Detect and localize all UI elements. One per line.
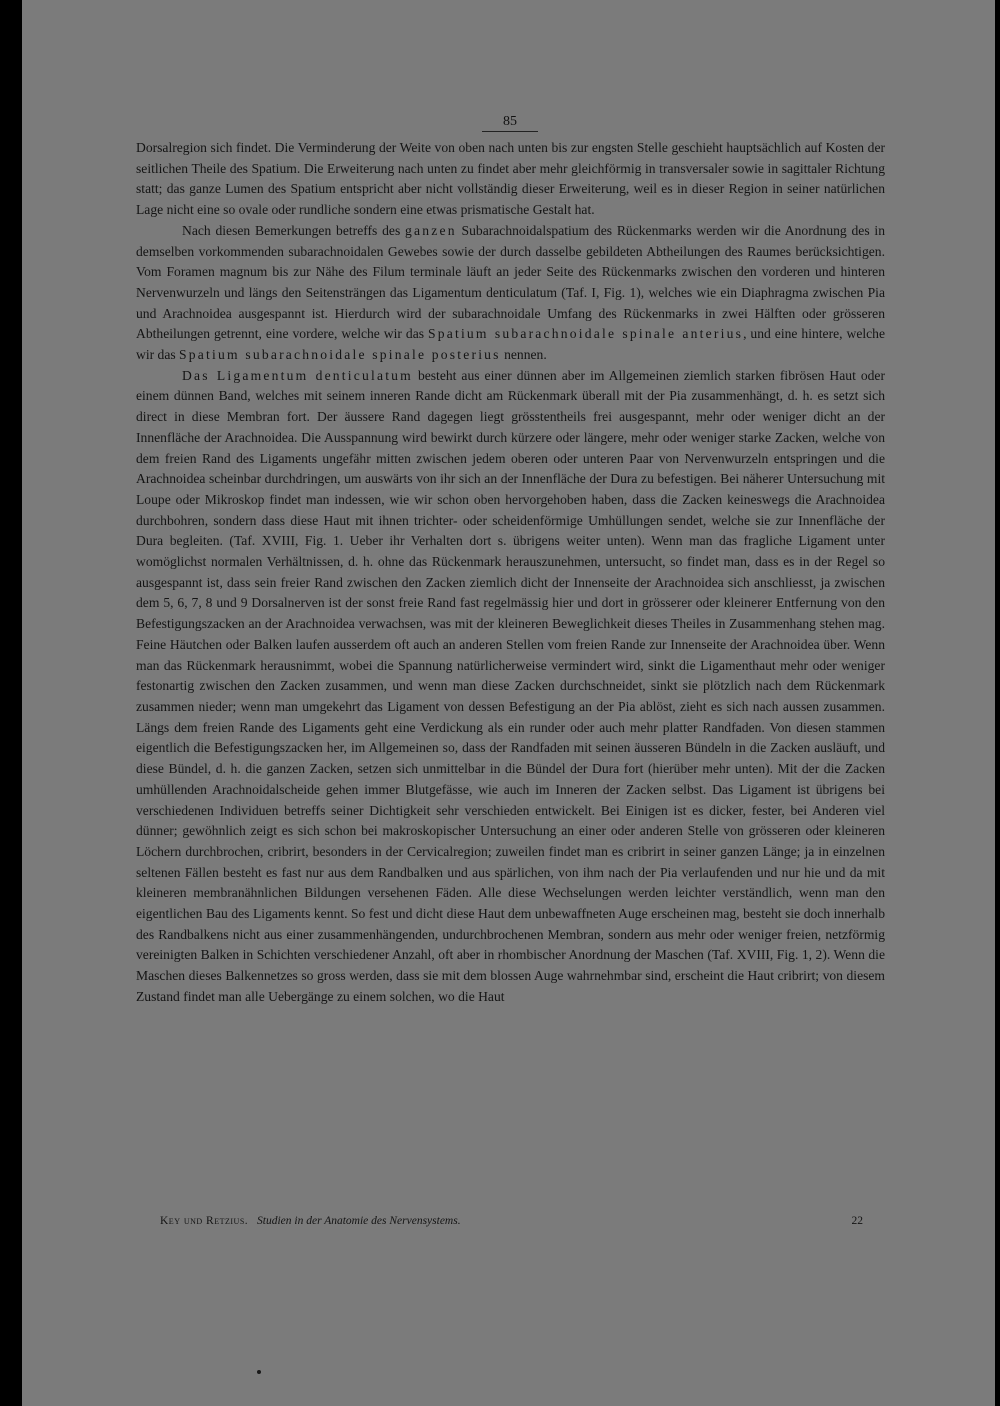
emphasized-term: ganzen [405,222,457,238]
body-text [136,138,885,1008]
footer-book-title: Studien in der Anatomie des Nervensystems. [257,1215,461,1227]
paragraph: Nach diesen Bemerkungen betreffs des ganzen Subarachnoidalspatium des Rückenmarks werden wir die Anordnung des in demselben vorkommenden subarachnoidalen Gewebes sowie der durch dasselbe gebildeten Abtheilungen des Raumes berücksichtigen. Vom Foramen magnum bis zur Nähe des Filum terminale läuft an jeder Seite des Rückenmarks zwischen den vorderen und hinteren Nervenwurzeln und längs den Seitensträngen das Ligamentum denticulatum (Taf. I, Fig. 1), welches wie ein Diaphragma zwischen Pia und Arachnoidea ausgespannt ist. Hierdurch wird der subarachnoidale Umfang des Rückenmarks in zwei Hälften oder grösseren Abtheilungen getrennt, eine vordere, welche wir das Spatium subarachnoidale spinale anterius, und eine hintere, welche wir das Spatium subarachnoidale spinale posterius nennen. [136,222,885,363]
ink-dot [257,1370,261,1374]
footer-authors: Key und Retzius. [160,1215,249,1227]
paragraph: Das Ligamentum denticulatum besteht aus einer dünnen aber im Allgemeinen ziemlich starken fibrösen Haut oder einem dünnen Band, welches mit seinem inneren Rande dicht am Rückenmark überall mit der Pia zusammenhängt, d. h. es setzt sich direct in diese Membran fort. Der äussere Rand dagegen liegt grösstentheils frei ausgespannt, mehr oder weniger dicht an der Innenfläche der Arachnoidea. Die Ausspannung wird bewirkt durch kürzere oder längere, mehr oder weniger starke Zacken, welche von dem freien Rand des Ligaments ungefähr mitten zwischen jedem oberen oder unteren Paar von Nervenwurzeln entspringen und die Arachnoidea scheinbar durchdringen, um auswärts von ihr sich an der Innenfläche der Dura zu befestigen. Bei näherer Untersuchung mit Loupe oder Mikroskop findet man indessen, wie wir schon oben hervorgehoben haben, dass die Zacken keineswegs die Arachnoidea durchbohren, sondern dass diese Haut mit ihnen trichter- oder scheidenförmige Umhüllungen sendet, welche sie zur Innenfläche der Dura begleiten. (Taf. XVIII, Fig. 1. Ueber ihr Verhalten dort s. übrigens weiter unten). Wenn man das fragliche Ligament unter womöglichst normalen Verhältnissen, d. h. ohne das Rückenmark herauszunehmen, untersucht, so findet man, dass es in der Regel so ausgespannt ist, dass sein freier Rand zwischen den Zacken ziemlich dicht der Innenseite der Arachnoidea sich anschliesst, ja zwischen dem 5, 6, 7, 8 und 9 Dorsalnerven ist der sonst freie Rand fast regelmässig hier und dort in grösserer oder kleinerer Entfernung von den Befestigungszacken an der Arachnoidea verwachsen, was mit der kleineren Beweglichkeit dieses Theiles in Zusammenhang stehen mag. Feine Häutchen oder Balken laufen ausserdem oft auch an anderen Stellen vom freien Rande zur Innenseite der Arachnoidea über. Wenn man das Rückenmark herausnimmt, wobei die Spannung natürlicherweise vermindert wird, sinkt die Ligamenthaut mehr oder weniger festonartig zwischen den Zacken zusammen, und wenn man diese Zacken durchschneidet, sinkt sie plötzlich nach dem Rückenmark zusammen nieder; wenn man umgekehrt das Ligament von dessen Befestigung an der Pia ablöst, zieht es sich nach aussen zusammen. Längs dem freien Rande des Ligaments geht eine Verdickung als ein runder oder auch mehr platter Randfaden. Von diesen stammen eigentlich die Befestigungszacken her, im Allgemeinen so, dass der Randfaden mit seinen äusseren Bündeln in die Zacken ausläuft, und diese Bündel, d. h. die ganzen Zacken, setzen sich unmittelbar in die Bündel der Dura fort (hierüber mehr unten). Mit der die Zacken umhüllenden Arachnoidalscheide gehen immer Blutgefässe, wie auch im Inneren der Zacken selbst. Das Ligament ist übrigens bei verschiedenen Individuen betreffs seiner Dichtigkeit sehr verschieden entwickelt. Bei Einigen ist es dicker, fester, bei Anderen viel dünner; gewöhnlich zeigt es sich schon bei makroskopischer Untersuchung an einer oder anderen Stelle von grösseren oder kleineren Löchern durchbrochen, cribrirt, besonders in der Cervicalregion; zuweilen findet man es cribrirt in seiner ganzen Länge; ja in einzelnen seltenen Fällen besteht es fast nur aus dem Randbalken und aus spärlichen, von ihm nach der Pia verlaufenden und nur hie und da mit kleineren membranähnlichen Bildungen versehenen Fäden. Alle diese Wechselungen werden leichter verständlich, wenn man den eigentlichen Bau des Ligaments kennt. So fest und dicht diese Haut dem unbewaffneten Auge erscheinen mag, besteht sie doch innerhalb des Randbalkens nicht aus einer zusammenhängenden, undurchbrochenen Membran, sondern aus mehr oder weniger freien, netzförmig vereinigten Balken in Schichten verschiedener Anzahl, oft aber in rhombischer Anordnung der Maschen (Taf. XVIII, Fig. 1, 2). Wenn die Maschen dieses Balkennetzes so gross werden, dass sie mit dem blossen Auge wahrnehmbar sind, erscheint die Haut cribrirt; von diesem Zustand findet man alle Uebergänge zu einem solchen, wo die Haut [136,367,885,1004]
emphasized-term: Spatium subarachnoidale spinale anterius [427,326,744,342]
footer-sheet-signature: 22 [851,1215,863,1227]
emphasized-term: Das Ligamentum denticulatum [182,367,413,383]
page-number: 85 [482,114,538,132]
page-footer [160,1215,863,1227]
emphasized-term: Spatium subarachnoidale spinale posterius [179,347,501,363]
paragraph: Dorsalregion sich findet. Die Verminderung der Weite von oben nach unten bis zur engsten Stelle geschieht hauptsächlich auf Kosten der seitlichen Theile des Spatium. Die Erweiterung nach unten zu findet aber mehr gleichförmig in transversaler sowie in sagittaler Richtung statt; das ganze Lumen des Spatium entspricht aber nicht vollständig dieser Erweiterung, weil es in dieser Region in seiner natürlichen Lage nicht eine so ovale oder rundliche sondern eine etwas prismatische Gestalt hat. [136,140,885,218]
